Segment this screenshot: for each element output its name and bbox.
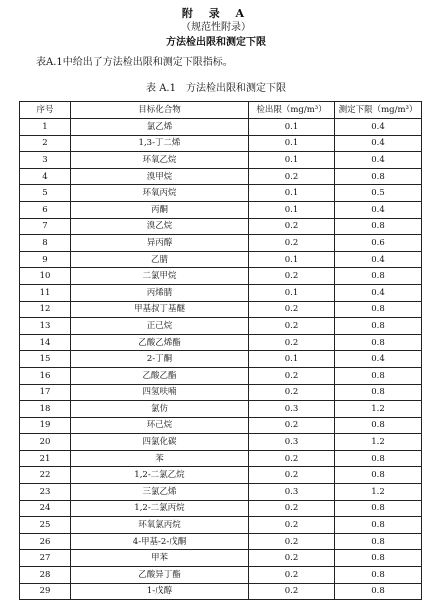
cell-lower-limit: 0.8 (335, 500, 422, 517)
cell-lower-limit: 0.4 (335, 201, 422, 218)
table-row (20, 434, 422, 451)
cell-index: 24 (20, 500, 71, 517)
cell-compound: 环氧丙烷 (71, 185, 249, 202)
cell-index: 3 (20, 152, 71, 169)
cell-lower-limit: 0.8 (335, 301, 422, 318)
cell-lower-limit: 0.8 (335, 517, 422, 534)
appendix-header (0, 0, 432, 50)
cell-index: 28 (20, 567, 71, 584)
appendix-note: （规范性附录） (181, 22, 251, 33)
limits-table (19, 101, 422, 600)
cell-compound: 甲苯 (71, 550, 249, 567)
cell-detection-limit: 0.1 (249, 185, 335, 202)
table-row (20, 384, 422, 401)
cell-index: 26 (20, 533, 71, 550)
cell-index: 7 (20, 218, 71, 235)
cell-lower-limit: 0.4 (335, 119, 422, 136)
cell-compound: 乙酸乙烯酯 (71, 334, 249, 351)
table-row (20, 185, 422, 202)
table-row (20, 484, 422, 501)
table-row (20, 251, 422, 268)
cell-detection-limit: 0.3 (249, 484, 335, 501)
cell-compound: 氯乙烯 (71, 119, 249, 136)
cell-detection-limit: 0.1 (249, 251, 335, 268)
cell-compound: 二氯甲烷 (71, 268, 249, 285)
cell-lower-limit: 0.8 (335, 218, 422, 235)
cell-lower-limit: 0.4 (335, 251, 422, 268)
cell-index: 25 (20, 517, 71, 534)
cell-lower-limit: 0.4 (335, 135, 422, 152)
cell-lower-limit: 0.6 (335, 235, 422, 252)
cell-detection-limit: 0.2 (249, 417, 335, 434)
cell-compound: 乙酸异丁酯 (71, 567, 249, 584)
appendix-heading: 方法检出限和测定下限 (166, 37, 266, 48)
cell-lower-limit: 1.2 (335, 484, 422, 501)
cell-lower-limit: 0.8 (335, 268, 422, 285)
cell-compound: 乙腈 (71, 251, 249, 268)
cell-index: 22 (20, 467, 71, 484)
table-row (20, 533, 422, 550)
column-header-lower-limit: 测定下限（mg/m³） (335, 102, 422, 119)
cell-index: 18 (20, 401, 71, 418)
intro-paragraph: 表A.1中给出了方法检出限和测定下限指标。 (36, 57, 233, 68)
cell-detection-limit: 0.2 (249, 268, 335, 285)
appendix-title: 附 录 A (181, 7, 251, 20)
cell-index: 8 (20, 235, 71, 252)
cell-index: 13 (20, 318, 71, 335)
table-header-row (20, 102, 422, 119)
cell-detection-limit: 0.2 (249, 384, 335, 401)
cell-compound: 异丙醇 (71, 235, 249, 252)
cell-index: 11 (20, 284, 71, 301)
table-row (20, 235, 422, 252)
cell-index: 1 (20, 119, 71, 136)
cell-lower-limit: 0.8 (335, 334, 422, 351)
cell-index: 17 (20, 384, 71, 401)
cell-compound: 环己烷 (71, 417, 249, 434)
table-row (20, 517, 422, 534)
column-header-index: 序号 (20, 102, 71, 119)
table-row (20, 450, 422, 467)
cell-index: 21 (20, 450, 71, 467)
cell-lower-limit: 0.8 (335, 318, 422, 335)
cell-compound: 环氧氯丙烷 (71, 517, 249, 534)
cell-compound: 1,2-二氯丙烷 (71, 500, 249, 517)
table-row (20, 201, 422, 218)
cell-compound: 1-戊醇 (71, 583, 249, 600)
cell-detection-limit: 0.2 (249, 467, 335, 484)
cell-compound: 溴甲烷 (71, 168, 249, 185)
cell-compound: 四氢呋喃 (71, 384, 249, 401)
cell-detection-limit: 0.1 (249, 201, 335, 218)
cell-detection-limit: 0.1 (249, 351, 335, 368)
cell-lower-limit: 0.8 (335, 583, 422, 600)
cell-compound: 1,2-二氯乙烷 (71, 467, 249, 484)
cell-compound: 苯 (71, 450, 249, 467)
table-row (20, 401, 422, 418)
table-row (20, 467, 422, 484)
table-row (20, 318, 422, 335)
table-row (20, 500, 422, 517)
cell-index: 19 (20, 417, 71, 434)
table-row (20, 135, 422, 152)
cell-lower-limit: 0.8 (335, 417, 422, 434)
cell-detection-limit: 0.2 (249, 517, 335, 534)
cell-detection-limit: 0.2 (249, 450, 335, 467)
column-header-compound: 目标化合物 (71, 102, 249, 119)
table-row (20, 583, 422, 600)
cell-compound: 甲基叔丁基醚 (71, 301, 249, 318)
cell-index: 15 (20, 351, 71, 368)
cell-compound: 环氧乙烷 (71, 152, 249, 169)
cell-index: 6 (20, 201, 71, 218)
cell-detection-limit: 0.2 (249, 500, 335, 517)
cell-index: 5 (20, 185, 71, 202)
cell-lower-limit: 0.8 (335, 168, 422, 185)
table-row (20, 417, 422, 434)
cell-index: 2 (20, 135, 71, 152)
table-row (20, 334, 422, 351)
cell-lower-limit: 0.8 (335, 367, 422, 384)
cell-index: 27 (20, 550, 71, 567)
cell-lower-limit: 0.5 (335, 185, 422, 202)
cell-compound: 乙酸乙酯 (71, 367, 249, 384)
cell-compound: 三氯乙烯 (71, 484, 249, 501)
cell-lower-limit: 0.4 (335, 152, 422, 169)
cell-lower-limit: 0.4 (335, 284, 422, 301)
cell-index: 10 (20, 268, 71, 285)
cell-detection-limit: 0.2 (249, 168, 335, 185)
cell-index: 12 (20, 301, 71, 318)
table-row (20, 218, 422, 235)
cell-index: 9 (20, 251, 71, 268)
cell-compound: 2-丁酮 (71, 351, 249, 368)
table-row (20, 168, 422, 185)
table-caption: 表 A.1 方法检出限和测定下限 (146, 83, 286, 94)
cell-detection-limit: 0.2 (249, 533, 335, 550)
cell-detection-limit: 0.2 (249, 583, 335, 600)
table-header (20, 102, 422, 119)
cell-detection-limit: 0.3 (249, 434, 335, 451)
cell-detection-limit: 0.2 (249, 367, 335, 384)
cell-lower-limit: 0.8 (335, 567, 422, 584)
cell-compound: 正己烷 (71, 318, 249, 335)
table-row (20, 284, 422, 301)
table-row (20, 119, 422, 136)
cell-detection-limit: 0.1 (249, 152, 335, 169)
cell-lower-limit: 0.8 (335, 533, 422, 550)
cell-index: 29 (20, 583, 71, 600)
cell-compound: 丙酮 (71, 201, 249, 218)
cell-compound: 4-甲基-2-戊酮 (71, 533, 249, 550)
cell-detection-limit: 0.2 (249, 318, 335, 335)
cell-lower-limit: 0.8 (335, 550, 422, 567)
cell-index: 4 (20, 168, 71, 185)
table-row (20, 367, 422, 384)
cell-lower-limit: 0.8 (335, 450, 422, 467)
table-row (20, 268, 422, 285)
cell-detection-limit: 0.2 (249, 334, 335, 351)
cell-detection-limit: 0.1 (249, 119, 335, 136)
cell-index: 14 (20, 334, 71, 351)
table-row (20, 152, 422, 169)
column-header-detection-limit: 检出限（mg/m³） (249, 102, 335, 119)
table-row (20, 550, 422, 567)
cell-detection-limit: 0.2 (249, 218, 335, 235)
cell-compound: 1,3-丁二烯 (71, 135, 249, 152)
cell-detection-limit: 0.1 (249, 135, 335, 152)
table-body (20, 119, 422, 600)
cell-compound: 溴乙烷 (71, 218, 249, 235)
table-row (20, 301, 422, 318)
cell-detection-limit: 0.1 (249, 284, 335, 301)
cell-detection-limit: 0.3 (249, 401, 335, 418)
cell-lower-limit: 0.8 (335, 467, 422, 484)
cell-index: 16 (20, 367, 71, 384)
table-row (20, 351, 422, 368)
cell-compound: 四氯化碳 (71, 434, 249, 451)
cell-index: 20 (20, 434, 71, 451)
cell-lower-limit: 0.8 (335, 384, 422, 401)
cell-lower-limit: 1.2 (335, 401, 422, 418)
cell-index: 23 (20, 484, 71, 501)
cell-lower-limit: 0.4 (335, 351, 422, 368)
cell-detection-limit: 0.2 (249, 301, 335, 318)
cell-compound: 丙烯腈 (71, 284, 249, 301)
cell-detection-limit: 0.2 (249, 235, 335, 252)
table-row (20, 567, 422, 584)
cell-compound: 氯仿 (71, 401, 249, 418)
cell-detection-limit: 0.2 (249, 550, 335, 567)
cell-lower-limit: 1.2 (335, 434, 422, 451)
cell-detection-limit: 0.2 (249, 567, 335, 584)
